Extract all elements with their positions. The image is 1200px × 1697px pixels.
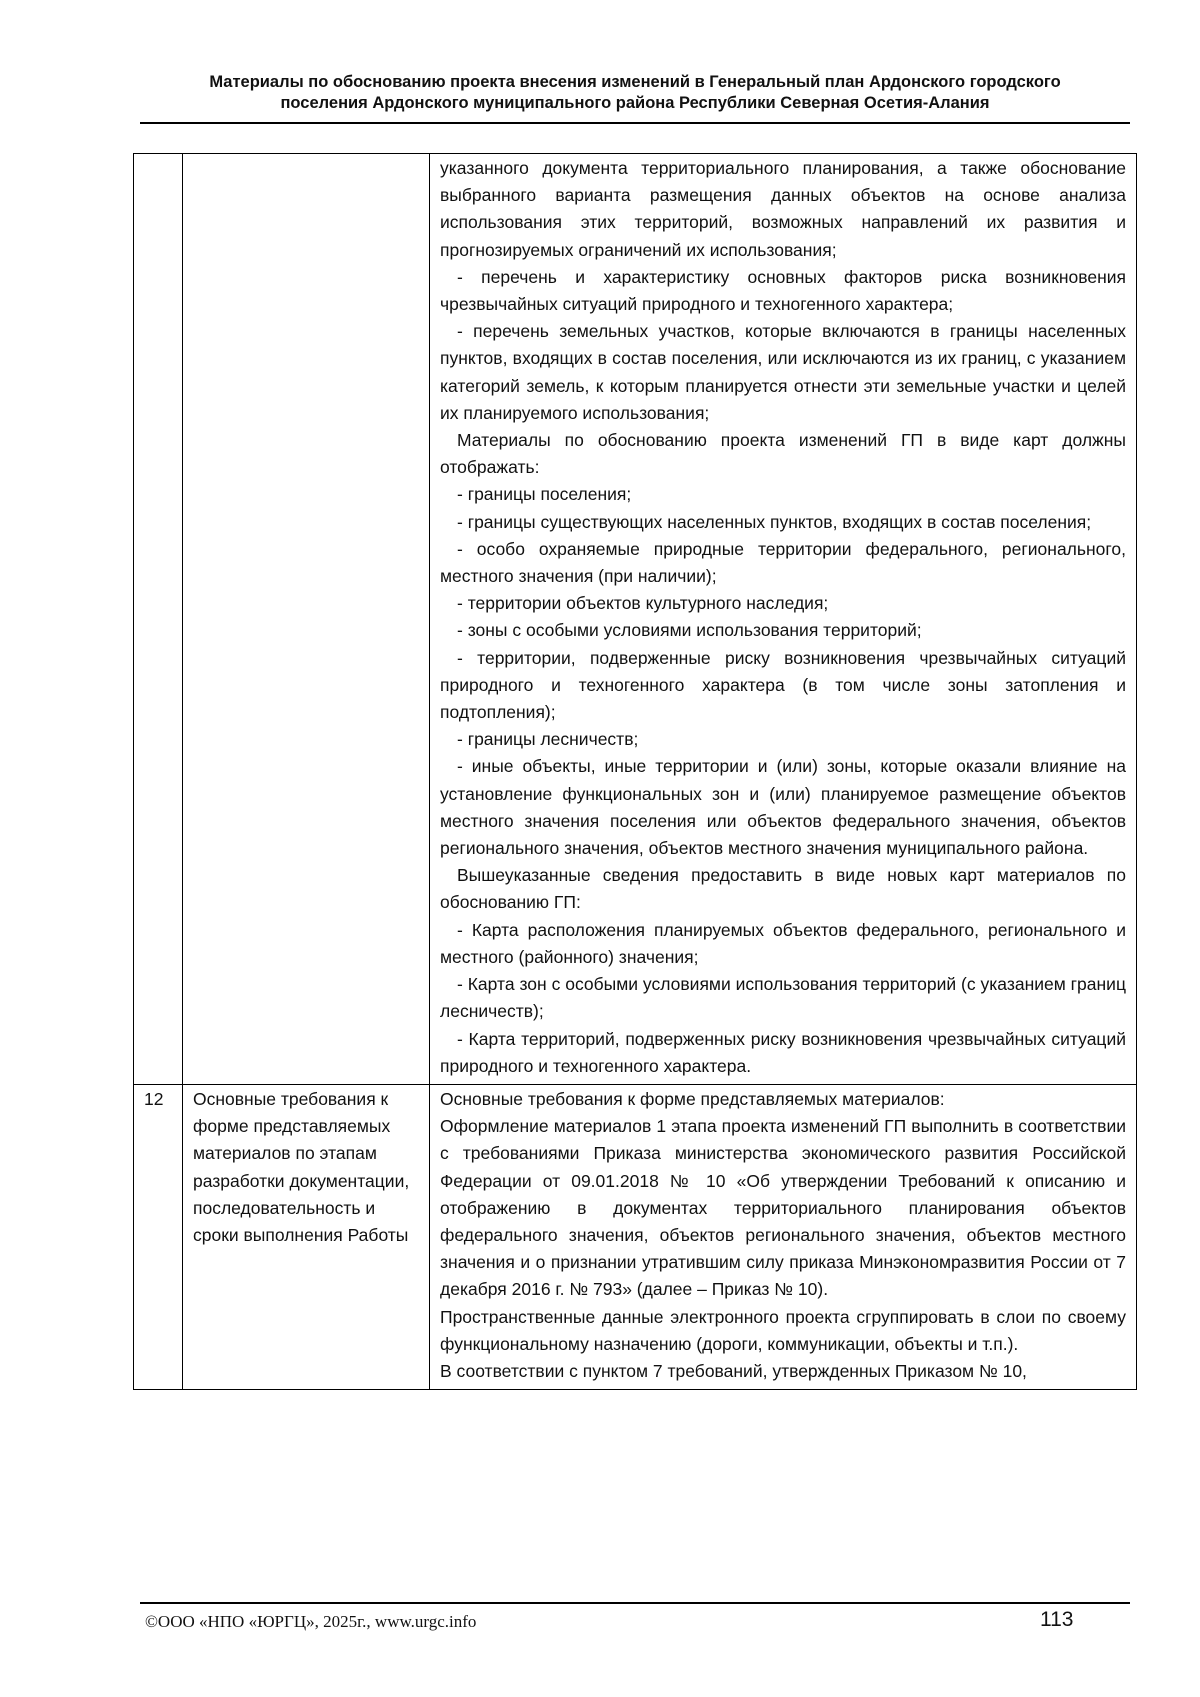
paragraph: - Карта зон с особыми условиями использования территорий (с указанием границ лесничеств); [440, 974, 1126, 1022]
paragraph: - Карта расположения планируемых объектов федерального, регионального и местного (районного) значения; [440, 919, 1126, 967]
row-number-cell [134, 154, 183, 1085]
paragraph: указанного документа территориального планирования, а также обоснование выбранного варианта размещения данных объектов на основе анализа использования этих территорий, возможных направлений их развития и прогнозируемых ограничений их использования; [440, 158, 1126, 260]
paragraph: Пространственные данные электронного проекта сгруппировать в слои по своему функциональному назначению (дороги, коммуникации, объекты и т.п.). [440, 1306, 1126, 1354]
paragraph: - перечень и характеристику основных факторов риска возникновения чрезвычайных ситуаций природного и техногенного характера; [440, 266, 1126, 315]
paragraph: - территории объектов культурного наследия; [457, 593, 829, 614]
paragraph: Основные требования к форме представляемых материалов: [440, 1088, 945, 1109]
paragraph: В соответствии с пунктом 7 требований, утвержденных Приказом № 10, [440, 1360, 1027, 1381]
paragraph: - особо охраняемые природные территории федерального, регионального, местного значения (при наличии); [440, 538, 1126, 587]
footer-divider [140, 1602, 1130, 1604]
paragraph: - зоны с особыми условиями использования территорий; [457, 620, 922, 641]
header-line-2: поселения Ардонского муниципального района Республики Северная Осетия-Алания [280, 94, 990, 112]
row-label-cell: Основные требования к форме представляемых материалов по этапам разработки документации, последовательность и сроки выполнения Работы [183, 1084, 430, 1389]
header-line-1: Материалы по обоснованию проекта внесения изменений в Генеральный план Ардонского городского [209, 73, 1061, 91]
requirements-table [133, 153, 1137, 1390]
table-row [134, 1084, 1137, 1389]
paragraph: - иные объекты, иные территории и (или) зоны, которые оказали влияние на установление функциональных зон и (или) планируемое размещение объектов местного значения поселения или объектов федерального значения, объектов регионального значения, объектов местного значения муниципального района. [440, 756, 1126, 859]
page-number: 113 [1040, 1608, 1074, 1631]
row-content-cell [430, 1084, 1137, 1389]
paragraph: - границы поселения; [457, 484, 632, 505]
row-content-cell [430, 154, 1137, 1085]
paragraph: - границы лесничеств; [457, 729, 639, 750]
paragraph: - территории, подверженные риску возникновения чрезвычайных ситуаций природного и техногенного характера (в том числе зоны затопления и подтопления); [440, 647, 1126, 723]
paragraph: - границы существующих населенных пунктов, входящих в состав поселения; [457, 511, 1092, 532]
paragraph: - перечень земельных участков, которые включаются в границы населенных пунктов, входящих в состав поселения, или исключаются из их границ, с указанием категорий земель, к которым планируется отнести эти земельные участки и целей их планируемого использования; [440, 321, 1126, 423]
row-label-cell [183, 154, 430, 1085]
paragraph: Материалы по обоснованию проекта изменений ГП в виде карт должны отображать: [440, 430, 1126, 478]
paragraph: Оформление материалов 1 этапа проекта изменений ГП выполнить в соответствии с требованиями Приказа министерства экономического развития Российской Федерации от 09.01.2018 № 10 «Об утверждении Требований к описанию и отображению в документах территориального планирования объектов федерального значения, объектов регионального значения, объектов местного значения и о признании утратившим силу приказа Минэкономразвития России от 7 декабря 2016 г. № 793» (далее – Приказ № 10). [440, 1116, 1126, 1300]
row-number-cell: 12 [134, 1084, 183, 1389]
paragraph: Вышеуказанные сведения предоставить в виде новых карт материалов по обоснованию ГП: [440, 865, 1126, 913]
page-header [140, 72, 1130, 114]
header-divider [140, 122, 1130, 124]
table-row [134, 154, 1137, 1085]
footer-copyright: ©ООО «НПО «ЮРГЦ», 2025г., www.urgc.info [145, 1612, 477, 1631]
paragraph: - Карта территорий, подверженных риску возникновения чрезвычайных ситуаций природного и техногенного характера. [440, 1028, 1126, 1076]
